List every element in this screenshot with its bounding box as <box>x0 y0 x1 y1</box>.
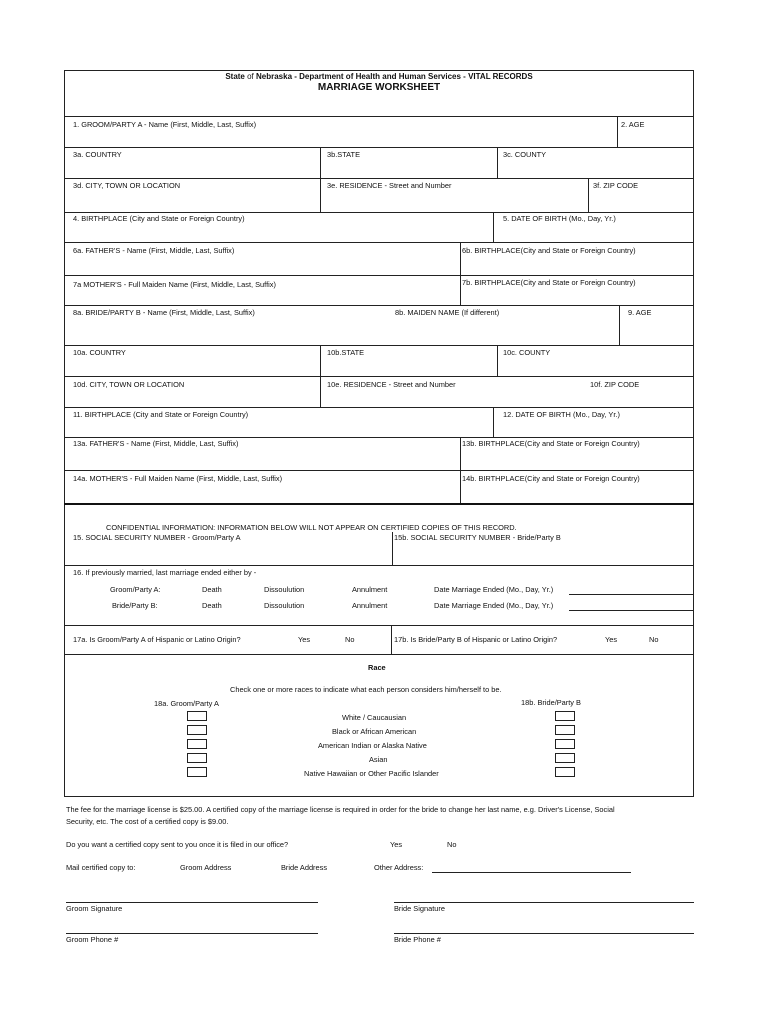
bride-county-label[interactable]: 10c. COUNTY <box>503 348 551 357</box>
bride-mother-label[interactable]: 14a. MOTHER'S - Full Maiden Name (First, Middle, Last, Suffix) <box>73 474 283 483</box>
rule <box>497 147 498 178</box>
groom-signature-label: Groom Signature <box>66 904 123 913</box>
rule <box>64 116 694 117</box>
mail-bride-address-option[interactable]: Bride Address <box>281 863 328 872</box>
bride-death-option[interactable]: Death <box>202 601 222 610</box>
rule <box>64 345 694 346</box>
bride-birthplace-label[interactable]: 11. BIRTHPLACE (City and State or Foreign Country) <box>73 410 249 419</box>
fee-notice-line1: The fee for the marriage license is $25.00. A certified copy of the marriage license is required in order for the bride to change her last name, e.g. Driver's License, Social <box>66 805 615 814</box>
rule <box>619 305 620 345</box>
rule <box>460 437 461 503</box>
bride-date-ended-field[interactable] <box>569 610 694 611</box>
confidential-notice: CONFIDENTIAL INFORMATION: INFORMATION BELOW WILL NOT APPEAR ON CERTIFIED COPIES OF THIS RECORD. <box>106 523 517 532</box>
section-divider-thick <box>64 503 694 505</box>
bride-ssn-label[interactable]: 15b. SOCIAL SECURITY NUMBER - Bride/Party B <box>394 533 561 542</box>
groom-race-black-checkbox[interactable] <box>187 725 207 735</box>
race-title: Race <box>368 663 386 672</box>
groom-dob-label[interactable]: 5. DATE OF BIRTH (Mo., Day, Yr.) <box>503 214 616 223</box>
rule <box>493 212 494 242</box>
bride-signature-label: Bride Signature <box>394 904 445 913</box>
certified-copy-question: Do you want a certified copy sent to you once it is filed in our office? <box>66 840 289 849</box>
header-of: of <box>244 72 256 81</box>
previous-marriage-question: 16. If previously married, last marriage ended either by - <box>73 568 257 577</box>
groom-date-ended-field[interactable] <box>569 594 694 595</box>
groom-signature-line[interactable] <box>66 902 318 903</box>
rule <box>64 565 694 566</box>
race-instruction: Check one or more races to indicate what each person considers him/herself to be. <box>230 685 502 694</box>
groom-hispanic-no[interactable]: No <box>345 635 355 644</box>
bride-annulment-option[interactable]: Annulment <box>352 601 388 610</box>
groom-mother-label[interactable]: 7a MOTHER'S - Full Maiden Name (First, Middle, Last, Suffix) <box>73 280 276 289</box>
mail-other-address-label: Other Address: <box>374 863 424 872</box>
bride-country-label[interactable]: 10a. COUNTRY <box>73 348 126 357</box>
rule <box>588 178 589 212</box>
bride-state-label[interactable]: 10b.STATE <box>327 348 365 357</box>
certified-copy-no[interactable]: No <box>447 840 457 849</box>
bride-hispanic-yes[interactable]: Yes <box>605 635 618 644</box>
bride-race-black-checkbox[interactable] <box>555 725 575 735</box>
race-option-black: Black or African American <box>332 727 417 736</box>
groom-state-label[interactable]: 3b.STATE <box>327 150 360 159</box>
bride-residence-label[interactable]: 10e. RESIDENCE - Street and Number <box>327 380 456 389</box>
groom-county-label[interactable]: 3c. COUNTY <box>503 150 547 159</box>
bride-date-ended-label: Date Marriage Ended (Mo., Day, Yr.) <box>434 601 554 610</box>
rule <box>617 116 618 147</box>
groom-date-ended-label: Date Marriage Ended (Mo., Day, Yr.) <box>434 585 554 594</box>
bride-zip-label[interactable]: 10f. ZIP CODE <box>590 380 640 389</box>
groom-birthplace-label[interactable]: 4. BIRTHPLACE (City and State or Foreign Country) <box>73 214 245 223</box>
rule <box>64 212 694 213</box>
groom-race-pacific-islander-checkbox[interactable] <box>187 767 207 777</box>
rule <box>392 532 393 565</box>
rule <box>64 625 694 626</box>
bride-race-pacific-islander-checkbox[interactable] <box>555 767 575 777</box>
race-option-pacific-islander: Native Hawaiian or Other Pacific Islander <box>304 769 439 778</box>
groom-city-label[interactable]: 3d. CITY, TOWN OR LOCATION <box>73 181 181 190</box>
rule <box>460 242 461 305</box>
bride-mother-birthplace-label[interactable]: 14b. BIRTHPLACE(City and State or Foreign Country) <box>462 474 640 483</box>
groom-phone-line[interactable] <box>66 933 318 934</box>
header-state: State <box>225 72 245 81</box>
certified-copy-yes[interactable]: Yes <box>390 840 403 849</box>
rule <box>64 407 694 408</box>
rule <box>64 242 694 243</box>
bride-phone-line[interactable] <box>394 933 694 934</box>
other-address-field[interactable] <box>432 872 631 873</box>
groom-hispanic-yes[interactable]: Yes <box>298 635 311 644</box>
groom-father-birthplace-label[interactable]: 6b. BIRTHPLACE(City and State or Foreign Country) <box>462 246 636 255</box>
race-option-american-indian: American Indian or Alaska Native <box>318 741 427 750</box>
form-header <box>64 72 694 94</box>
groom-name-label[interactable]: 1. GROOM/PARTY A - Name (First, Middle, Last, Suffix) <box>73 120 257 129</box>
bride-hispanic-question: 17b. Is Bride/Party B of Hispanic or Latino Origin? <box>394 635 558 644</box>
race-option-white: White / Caucausian <box>342 713 407 722</box>
mail-groom-address-option[interactable]: Groom Address <box>180 863 232 872</box>
groom-death-option[interactable]: Death <box>202 585 222 594</box>
bride-previous-label: Bride/Party B: <box>112 601 158 610</box>
rule <box>64 470 694 471</box>
groom-ssn-label[interactable]: 15. SOCIAL SECURITY NUMBER - Groom/Party A <box>73 533 241 542</box>
groom-hispanic-question: 17a. Is Groom/Party A of Hispanic or Latino Origin? <box>73 635 241 644</box>
groom-father-label[interactable]: 6a. FATHER'S - Name (First, Middle, Last, Suffix) <box>73 246 235 255</box>
bride-name-label[interactable]: 8a. BRIDE/PARTY B - Name (First, Middle, Last, Suffix) <box>73 308 255 317</box>
groom-race-white-checkbox[interactable] <box>187 711 207 721</box>
groom-race-asian-checkbox[interactable] <box>187 753 207 763</box>
rule <box>64 178 694 179</box>
rule <box>493 407 494 437</box>
groom-country-label[interactable]: 3a. COUNTRY <box>73 150 122 159</box>
bride-race-asian-checkbox[interactable] <box>555 753 575 763</box>
bride-dob-label[interactable]: 12. DATE OF BIRTH (Mo., Day, Yr.) <box>503 410 620 419</box>
rule <box>320 345 321 407</box>
groom-previous-label: Groom/Party A: <box>110 585 161 594</box>
groom-zip-label[interactable]: 3f. ZIP CODE <box>593 181 639 190</box>
groom-age-label[interactable]: 2. AGE <box>621 120 645 129</box>
race-bride-label: 18b. Bride/Party B <box>521 698 581 707</box>
fee-notice-line2: Security, etc. The cost of a certified copy is $9.00. <box>66 817 229 826</box>
bride-father-label[interactable]: 13a. FATHER'S - Name (First, Middle, Last, Suffix) <box>73 439 239 448</box>
page-title: MARRIAGE WORKSHEET <box>317 82 441 93</box>
rule <box>64 654 694 655</box>
bride-city-label[interactable]: 10d. CITY, TOWN OR LOCATION <box>73 380 185 389</box>
rule <box>64 147 694 148</box>
groom-dissolution-option[interactable]: Dissoulution <box>264 585 305 594</box>
bride-phone-label: Bride Phone # <box>394 935 441 944</box>
bride-age-label[interactable]: 9. AGE <box>628 308 652 317</box>
bride-signature-line[interactable] <box>394 902 694 903</box>
rule <box>64 275 694 276</box>
groom-race-american-indian-checkbox[interactable] <box>187 739 207 749</box>
bride-race-american-indian-checkbox[interactable] <box>555 739 575 749</box>
groom-residence-label[interactable]: 3e. RESIDENCE - Street and Number <box>327 181 452 190</box>
groom-annulment-option[interactable]: Annulment <box>352 585 388 594</box>
mail-to-label: Mail certified copy to: <box>66 863 136 872</box>
bride-race-white-checkbox[interactable] <box>555 711 575 721</box>
header-department: Nebraska - Department of Health and Human Services - VITAL RECORDS <box>256 72 533 81</box>
rule <box>64 437 694 438</box>
rule <box>64 376 694 377</box>
bride-maiden-label[interactable]: 8b. MAIDEN NAME (If different) <box>395 308 500 317</box>
bride-dissolution-option[interactable]: Dissoulution <box>264 601 305 610</box>
race-groom-label: 18a. Groom/Party A <box>154 699 219 708</box>
rule <box>497 345 498 376</box>
rule <box>64 305 694 306</box>
race-option-asian: Asian <box>369 755 388 764</box>
rule <box>391 625 392 654</box>
bride-father-birthplace-label[interactable]: 13b. BIRTHPLACE(City and State or Foreign Country) <box>462 439 640 448</box>
groom-phone-label: Groom Phone # <box>66 935 119 944</box>
groom-mother-birthplace-label[interactable]: 7b. BIRTHPLACE(City and State or Foreign Country) <box>462 278 636 287</box>
bride-hispanic-no[interactable]: No <box>649 635 659 644</box>
rule <box>320 147 321 212</box>
